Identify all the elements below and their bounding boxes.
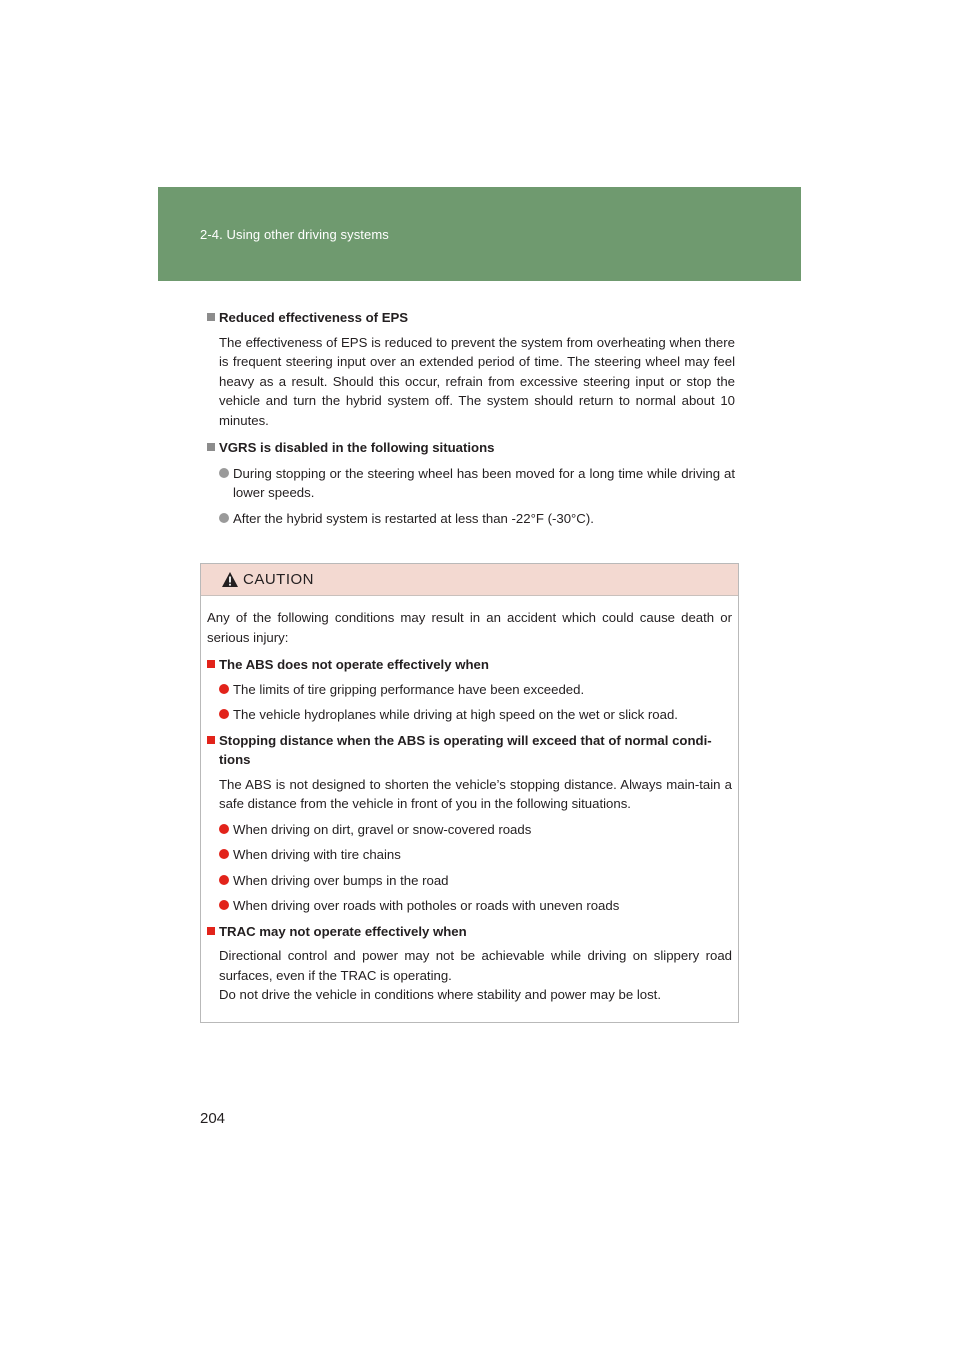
list-item: During stopping or the steering wheel has been moved for a long time while driving at lower speeds. <box>207 464 735 503</box>
caution-paragraph: Directional control and power may not be achievable while driving on slippery road surfaces, even if the TRAC is operating. Do not drive the vehicle in conditions where stability and power may be lost. <box>219 948 732 1002</box>
round-bullet-icon <box>219 849 229 859</box>
header-band <box>158 187 801 281</box>
list-item: The vehicle hydroplanes while driving at high speed on the wet or slick road. <box>207 705 732 725</box>
square-bullet-icon <box>207 927 215 935</box>
square-bullet-icon <box>207 660 215 668</box>
caution-paragraph: The ABS is not designed to shorten the vehicle’s stopping distance. Always main-tain a safe distance from the vehicle in front of you in the following situations. <box>219 776 732 811</box>
round-bullet-icon <box>219 513 229 523</box>
caution-box <box>200 563 739 1023</box>
caution-body <box>201 596 738 1005</box>
page-number: 204 <box>200 1110 226 1127</box>
round-bullet-icon <box>219 709 229 719</box>
list-item: The limits of tire gripping performance have been exceeded. <box>207 680 732 700</box>
list-item: After the hybrid system is restarted at less than -22°F (-30°C). <box>207 509 735 529</box>
caution-intro: Any of the following conditions may result in an accident which could cause death or serious injury: <box>207 610 732 645</box>
warning-triangle-icon <box>221 571 239 588</box>
square-bullet-icon <box>207 736 215 744</box>
list-item: When driving over roads with potholes or roads with uneven roads <box>207 896 732 916</box>
list-item: When driving on dirt, gravel or snow-covered roads <box>207 820 732 840</box>
caution-label: CAUTION <box>243 571 314 588</box>
square-bullet-icon <box>207 313 215 321</box>
round-bullet-icon <box>219 875 229 885</box>
round-bullet-icon <box>219 684 229 694</box>
list-item: When driving over bumps in the road <box>207 871 732 891</box>
caution-header <box>201 564 738 596</box>
caution-heading: TRAC may not operate effectively when <box>207 922 732 942</box>
list-item: When driving with tire chains <box>207 845 732 865</box>
section-heading: VGRS is disabled in the following situations <box>207 438 735 458</box>
caution-heading: Stopping distance when the ABS is operating will exceed that of normal condi-tions <box>207 731 732 770</box>
section-title: 2-4. Using other driving systems <box>200 227 389 242</box>
section-heading: Reduced effectiveness of EPS <box>207 308 735 328</box>
main-content <box>207 308 735 534</box>
round-bullet-icon <box>219 468 229 478</box>
round-bullet-icon <box>219 900 229 910</box>
round-bullet-icon <box>219 824 229 834</box>
caution-heading: The ABS does not operate effectively when <box>207 655 732 675</box>
square-bullet-icon <box>207 443 215 451</box>
section-paragraph: The effectiveness of EPS is reduced to prevent the system from overheating when there is frequent steering input over an extended period of time. The steering wheel may feel heavy as a result. Should this occur, refrain from excessive steering input or stop the vehicle and turn the hybrid system off. The system should return to normal about 10 minutes. <box>219 334 735 428</box>
